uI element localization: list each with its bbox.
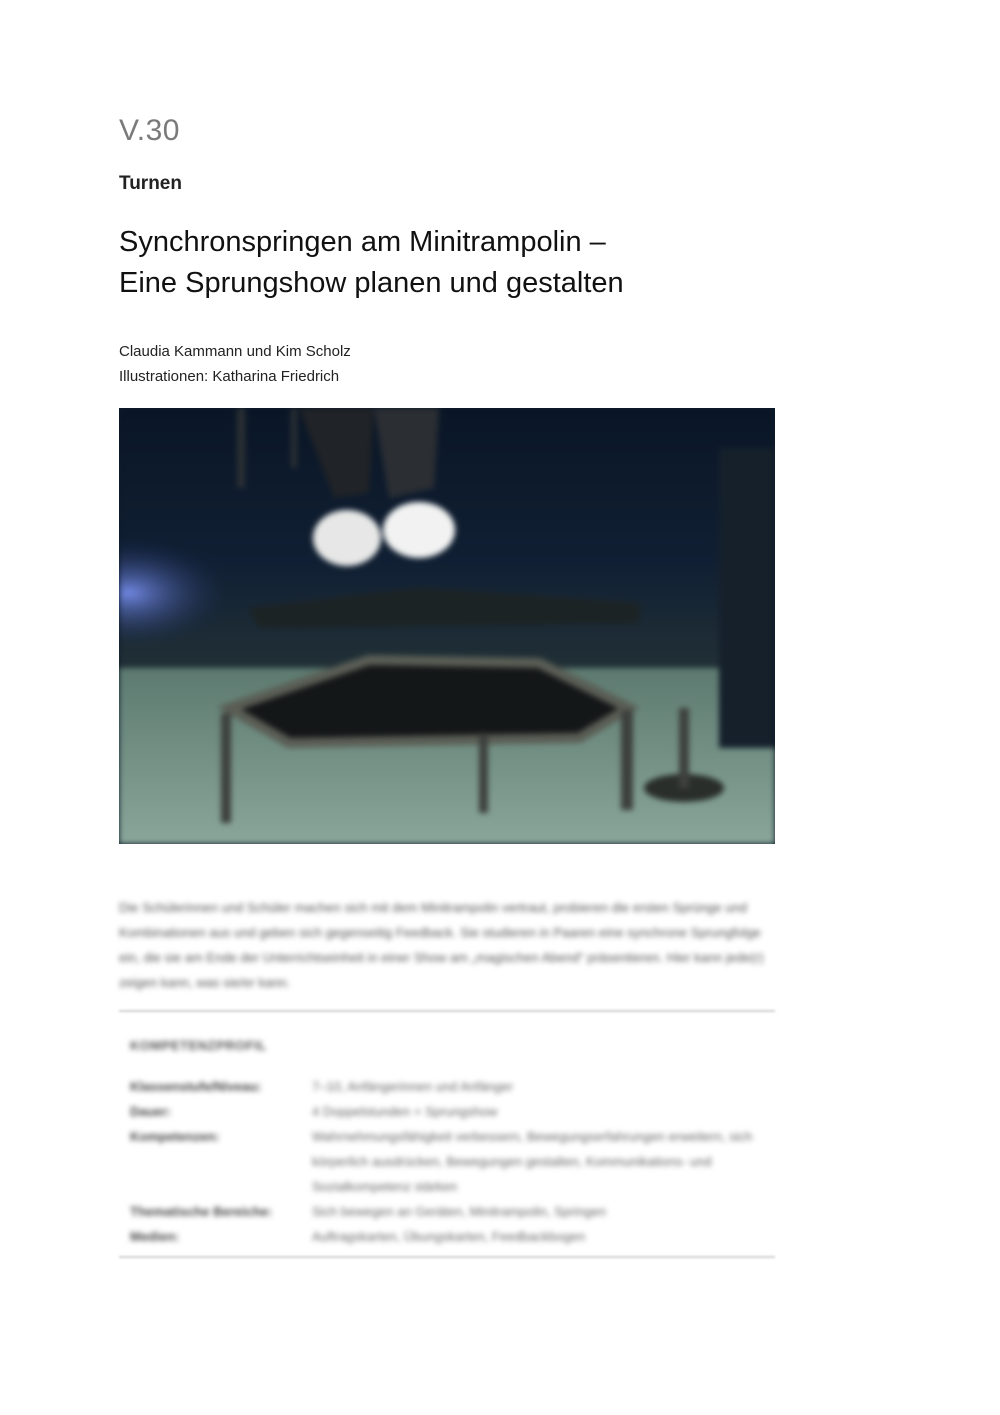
profile-key: Klassenstufe/Niveau: xyxy=(130,1079,262,1094)
profile-value: Sich bewegen an Geräten, Minitrampolin, Springen xyxy=(312,1204,607,1219)
illustrator-line: Illustrationen: Katharina Friedrich xyxy=(119,368,340,385)
profile-row xyxy=(130,1199,770,1224)
side-copyright-mark xyxy=(44,655,56,745)
profile-row xyxy=(130,1074,770,1099)
profile-value: Auftragskarten, Übungskarten, Feedbackbogen xyxy=(312,1229,586,1244)
profile-key: Medien: xyxy=(130,1229,180,1244)
profile-value: 7–10, Anfängerinnen und Anfänger xyxy=(312,1079,513,1094)
profile-value: Wahrnehmungsfähigkeit verbessern, Bewegungserfahrungen erweitern, sich körperlich ausdrücken, Bewegungen gestalten, Kommunikations- und Sozialkompetenz stärken xyxy=(312,1129,753,1194)
page-title xyxy=(119,222,799,304)
competence-profile xyxy=(130,1033,770,1249)
author-block xyxy=(119,339,351,389)
profile-key: Thematische Bereiche: xyxy=(130,1204,273,1219)
profile-key: Kompetenzen: xyxy=(130,1129,220,1144)
profile-row xyxy=(130,1124,770,1199)
intro-paragraph: Die Schülerinnen und Schüler machen sich mit dem Minitrampolin vertraut, probieren die ersten Sprünge und Kombinationen aus und geben sich gegenseitig Feedback. Sie studieren in Paaren eine synchrone Sprungfolge ein, die sie am Ende der Unterrichtseinheit in einer Show am „magischen Abend“ präsentieren. Hier kann jede(r) zeigen kann, was sie/er kann. xyxy=(119,900,764,990)
authors-line: Claudia Kammann und Kim Scholz xyxy=(119,343,351,360)
title-line-1: Synchronspringen am Minitrampolin – xyxy=(119,226,606,258)
cover-photo xyxy=(119,408,775,844)
profile-row xyxy=(130,1224,770,1249)
profile-value: 4 Doppelstunden + Sprungshow xyxy=(312,1104,498,1119)
top-divider xyxy=(119,1010,775,1012)
profile-heading: KOMPETENZPROFIL xyxy=(130,1038,267,1053)
category-label: Turnen xyxy=(119,173,182,194)
title-line-2: Eine Sprungshow planen und gestalten xyxy=(119,267,624,299)
trampoline-photo-icon xyxy=(119,408,775,844)
unit-code: V.30 xyxy=(119,114,180,147)
photo-credit xyxy=(788,730,800,840)
profile-key: Dauer: xyxy=(130,1104,172,1119)
bottom-divider xyxy=(119,1256,775,1258)
profile-row xyxy=(130,1099,770,1124)
